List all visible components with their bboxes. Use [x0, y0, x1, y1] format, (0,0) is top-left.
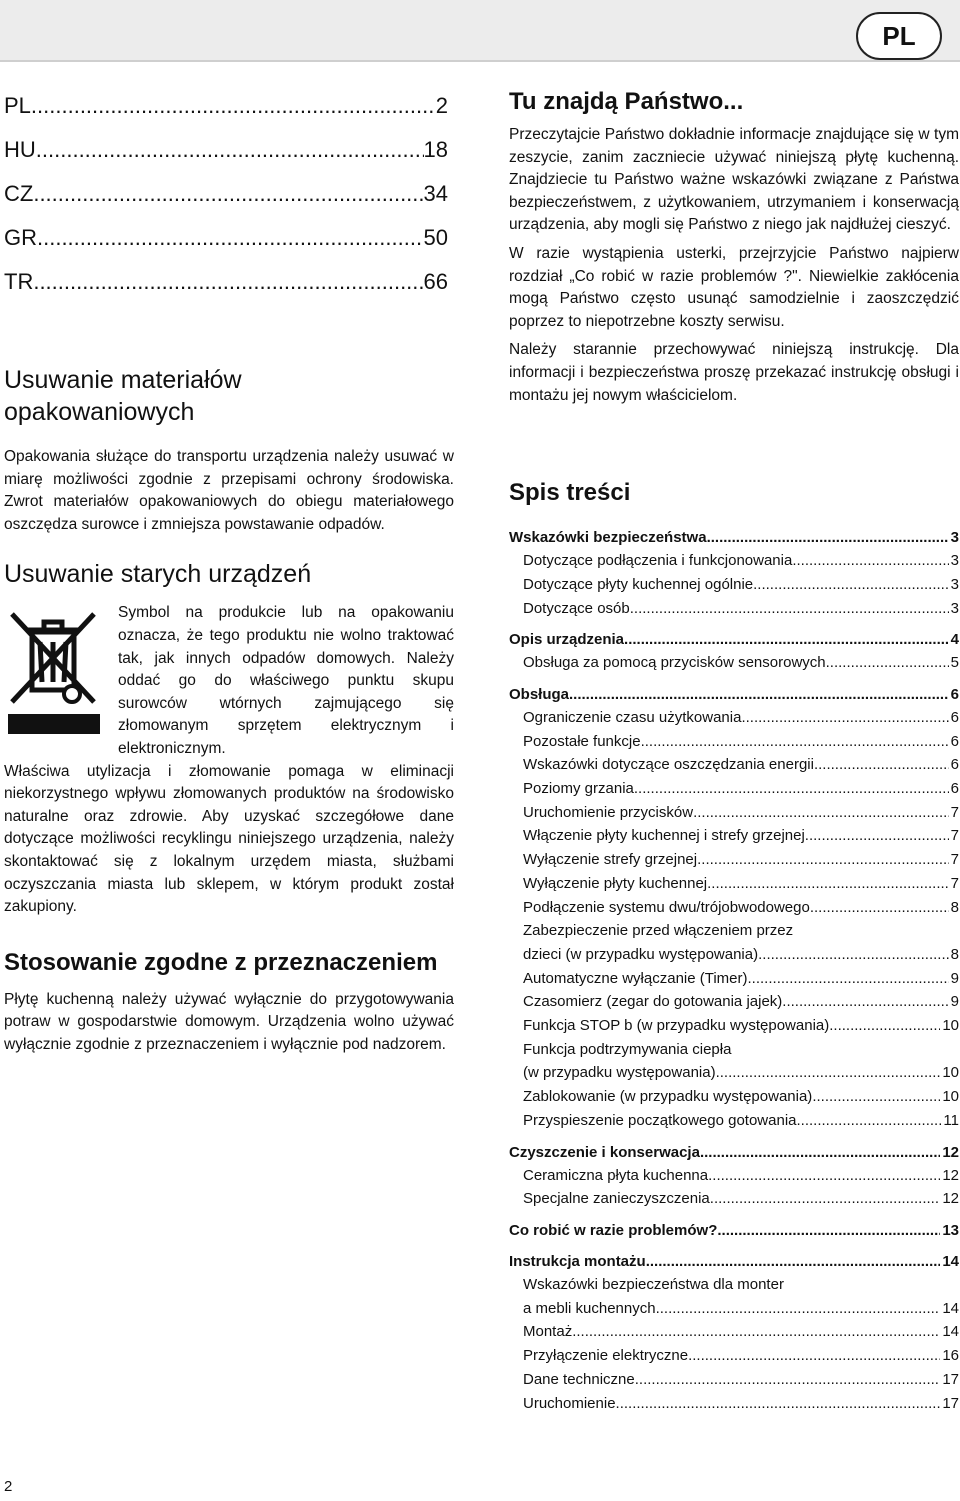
- toc-entry-line: Zabezpieczenie przed włączeniem przez: [523, 922, 794, 940]
- language-code: PL: [4, 93, 31, 118]
- toc-entry[interactable]: Dotyczące płyty kuchennej ogólnie ..... 3: [509, 573, 959, 597]
- toc-section: [509, 629, 959, 675]
- toc-entry[interactable]: Montaż ..... 14: [509, 1320, 959, 1344]
- toc-entry[interactable]: Funkcja STOP b (w przypadku występowania) ..... 10: [509, 1014, 959, 1038]
- page-number: 2: [4, 1478, 13, 1495]
- intro-title: Tu znajdą Państwo...: [509, 88, 744, 115]
- toc-entry[interactable]: (w przypadku występowania) ..... 10: [509, 1061, 959, 1085]
- toc-entry[interactable]: Dotyczące podłączenia i funkcjonowania ..... 3: [509, 549, 959, 573]
- toc-entry[interactable]: Obsługa za pomocą przycisków sensorowych ..... 5: [509, 651, 959, 675]
- toc-title: Spis treści: [509, 479, 631, 507]
- intro-paragraph-2: W razie wystąpienia usterki, przejrzyjcie Państwo najpierw rozdział „Co robić w razie problemów ?". Niewielkie zakłócenia mogą Państwo często usunąć samodzielnie i zaoszczędzić poprzez to niepotrzebne koszty serwisu.: [509, 244, 959, 330]
- toc-entry[interactable]: Ograniczenie czasu użytkowania ..... 6: [509, 706, 959, 730]
- language-page: 34: [423, 181, 448, 206]
- toc-section: [509, 527, 959, 620]
- language-badge: PL: [856, 12, 942, 60]
- toc-section-heading[interactable]: Obsługa ..... 6: [509, 684, 959, 706]
- weee-block: [4, 602, 454, 760]
- intro-paragraph-1: Przeczytajcie Państwo dokładnie informacje znajdujące się w tym zeszycie, zanim zaczniecie używać niniejszą płytę kuchenną. Znajdziecie tu Państwo ważne wskazówki związane z Państwa bezpieczeństwem, z użytkowaniem, utrzymaniem i konserwacją urządzenia, aby mogli się Państwo z niego jak najdłużej cieszyć.: [509, 126, 959, 234]
- language-index-row[interactable]: [4, 216, 448, 260]
- language-page: 18: [423, 137, 448, 162]
- intro-paragraph-3: Należy starannie przechowywać niniejszą instrukcję. Dla informacji i bezpieczeństwa proszę przekazać instrukcję obsługi i montażu jej nowym właścicielom.: [509, 341, 959, 404]
- toc-entry[interactable]: dzieci (w przypadku występowania) ..... 8: [509, 943, 959, 967]
- toc-entry[interactable]: Czasomierz (zegar do gotowania jajek) ..... 9: [509, 990, 959, 1014]
- toc-entry-line: Wskazówki bezpieczeństwa dla monter: [523, 1276, 784, 1293]
- toc-entry[interactable]: Uruchomienie ..... 17: [509, 1392, 959, 1416]
- packaging-title: Usuwanie materiałów opakowaniowych: [4, 366, 242, 426]
- packaging-text: Opakowania służące do transportu urządzenia należy usuwać w miarę możliwości zgodnie z przepisami ochrony środowiska. Zwrot materiałów opakowaniowych do obiegu materiałowego oszczędza surowce i zmniejsza powstawanie odpadów.: [4, 448, 454, 533]
- toc-entry[interactable]: a mebli kuchennych ..... 14: [509, 1297, 959, 1321]
- toc-entry[interactable]: Specjalne zanieczyszczenia ..... 12: [509, 1187, 959, 1211]
- toc-entry[interactable]: Poziomy grzania ..... 6: [509, 777, 959, 801]
- disposal-title: Usuwanie starych urządzeń: [4, 560, 312, 589]
- toc-entry[interactable]: Wyłączenie strefy grzejnej ..... 7: [509, 848, 959, 872]
- left-column: [4, 84, 454, 1056]
- language-code: CZ: [4, 181, 34, 206]
- toc-section: [509, 1251, 959, 1415]
- language-code: TR: [4, 269, 34, 294]
- language-index-row[interactable]: [4, 260, 448, 304]
- language-page: 50: [423, 225, 448, 250]
- language-index: [4, 84, 454, 304]
- toc-entry[interactable]: Uruchomienie przycisków ..... 7: [509, 801, 959, 825]
- language-page: 66: [423, 269, 448, 294]
- intended-use-text: Płytę kuchenną należy używać wyłącznie do przygotowywania potraw w gospodarstwie domowym. Urządzenia wolno używać wyłącznie zgodnie z przeznaczeniem i wyłącznie pod nadzorem.: [4, 990, 454, 1053]
- weee-symbol-text: Symbol na produkcie lub na opakowaniu oznacza, że tego produktu nie wolno traktować tak, jak innych odpadów domowych. Należy oddać go do właściwego punktu skupu surowców wtórnych zajmującego się złomowanym sprzętem elektrycznym i elektronicznym.: [118, 604, 454, 757]
- disposal-text: Właściwa utylizacja i złomowanie pomaga w eliminacji niekorzystnego wpływu złomowanych produktów na środowisko naturalne oraz zdrowie. Aby uzyskać szczegółowe dane dotyczące możliwości recyklingu niniejszego urządzenia, należy skontaktować się z lokalnym urzędem miasta, służbami oczyszczania miasta lub sklepem, w którym produkt został zakupiony.: [4, 762, 454, 916]
- toc-section-heading[interactable]: Czyszczenie i konserwacja ..... 12: [509, 1142, 959, 1164]
- toc-entry[interactable]: Przyspieszenie początkowego gotowania ..... 11: [509, 1109, 959, 1133]
- toc-section: [509, 684, 959, 1133]
- toc-entry[interactable]: Pozostałe funkcje ..... 6: [509, 730, 959, 754]
- language-page: 2: [435, 93, 448, 118]
- toc-entry[interactable]: Dotyczące osób ..... 3: [509, 597, 959, 621]
- language-index-row[interactable]: [4, 84, 448, 128]
- toc-section: [509, 1220, 959, 1242]
- toc-section-heading[interactable]: Wskazówki bezpieczeństwa ..... 3: [509, 527, 959, 549]
- toc-entry[interactable]: Automatyczne wyłączanie (Timer) ..... 9: [509, 967, 959, 991]
- toc-entry[interactable]: Wyłączenie płyty kuchennej ..... 7: [509, 872, 959, 896]
- toc-entry[interactable]: Włączenie płyty kuchennej i strefy grzejnej ..... 7: [509, 824, 959, 848]
- toc-entry-line: Funkcja podtrzymywania ciepła: [523, 1040, 732, 1058]
- toc-section-heading[interactable]: Instrukcja montażu ..... 14: [509, 1251, 959, 1273]
- language-code: HU: [4, 137, 36, 162]
- language-code: GR: [4, 225, 37, 250]
- toc-section-heading[interactable]: Opis urządzenia ..... 4: [509, 629, 959, 651]
- table-of-contents: [509, 527, 959, 1415]
- toc-entry[interactable]: Dane techniczne ..... 17: [509, 1368, 959, 1392]
- header-bar: [0, 0, 960, 62]
- toc-entry[interactable]: Ceramiczna płyta kuchenna ..... 12: [509, 1164, 959, 1188]
- toc-entry[interactable]: Wskazówki dotyczące oszczędzania energii ..... 6: [509, 753, 959, 777]
- crossed-bin-icon: [4, 602, 104, 760]
- toc-section: [509, 1142, 959, 1211]
- toc-entry[interactable]: Przyłączenie elektryczne ..... 16: [509, 1344, 959, 1368]
- intended-use-title: Stosowanie zgodne z przeznaczeniem: [4, 948, 438, 976]
- language-index-row[interactable]: [4, 172, 448, 216]
- right-column: [509, 86, 959, 1424]
- language-index-row[interactable]: [4, 128, 448, 172]
- toc-entry[interactable]: Podłączenie systemu dwu/trójobwodowego ..... 8: [509, 896, 959, 920]
- toc-section-heading[interactable]: Co robić w razie problemów? ..... 13: [509, 1220, 959, 1242]
- toc-entry[interactable]: Zablokowanie (w przypadku występowania) ..... 10: [509, 1085, 959, 1109]
